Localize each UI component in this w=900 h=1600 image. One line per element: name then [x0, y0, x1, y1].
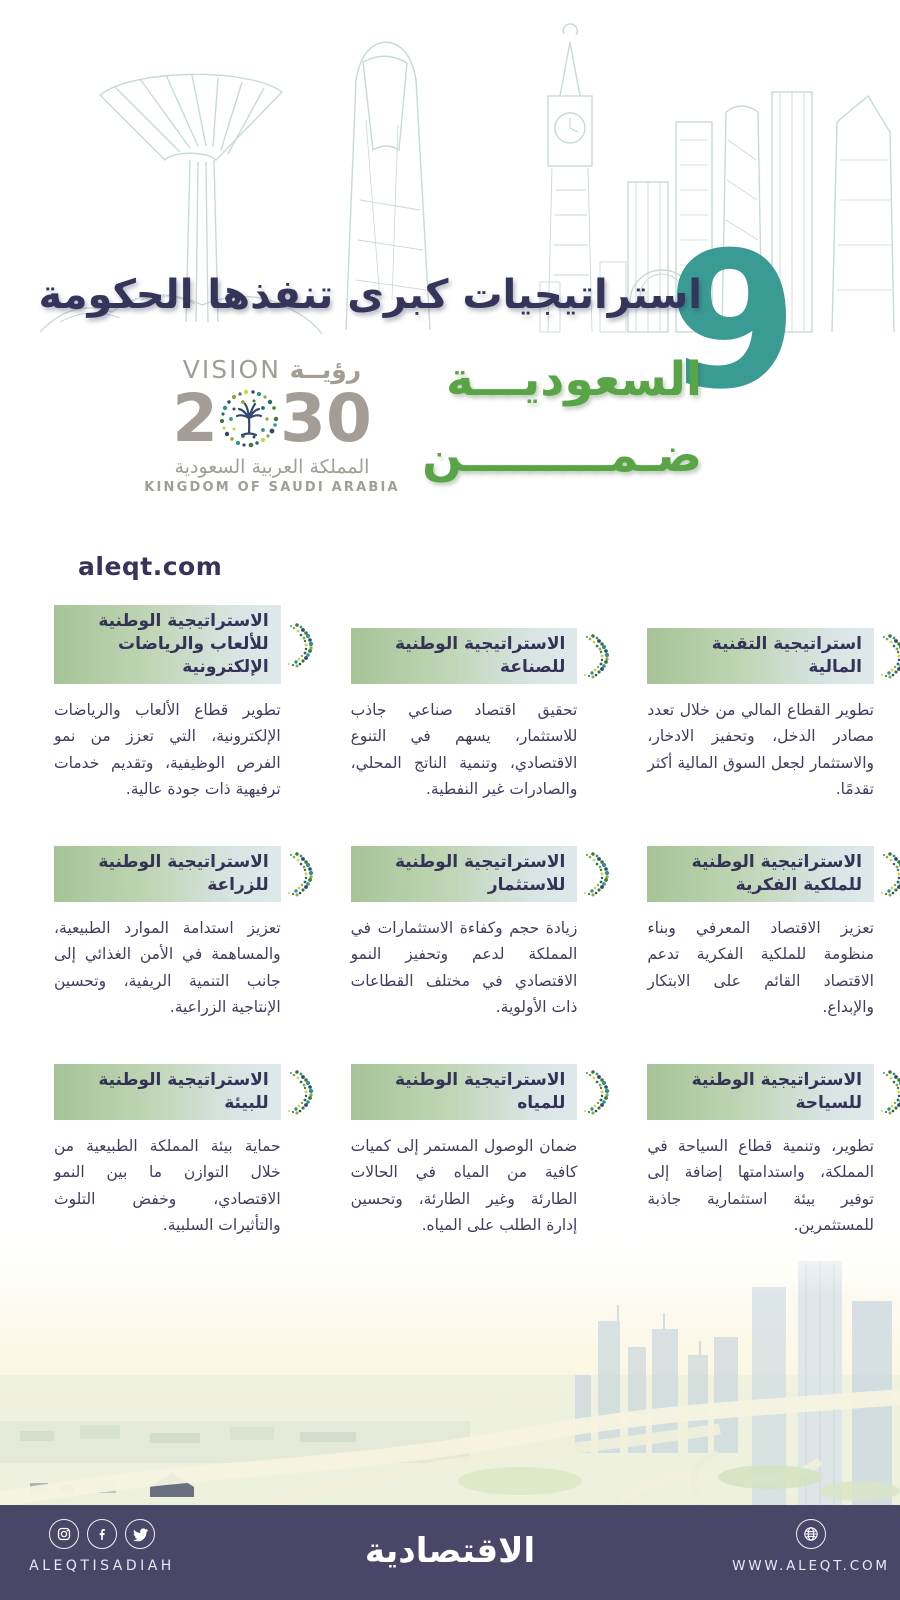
palm-emblem-icon: [218, 388, 280, 450]
mosaic-burst-icon: [284, 1069, 314, 1115]
strategy-body: تعزيز استدامة الموارد الطبيعية، والمساهمة في الأمن الغذائي إلى جانب التنمية الريفية، وتحسين الإنتاجية الزراعية.: [54, 919, 281, 1017]
strategy-body: تحقيق اقتصاد صناعي جاذب للاستثمار، يسهم في التنوع الاقتصادي، وتنمية الناتج المحلي، والصادرات غير النفطية.: [350, 701, 578, 799]
vision-word-arabic: رؤيــة: [289, 355, 362, 384]
strategy-card-tourism: [619, 1048, 874, 1266]
strategy-card-investment: [323, 830, 578, 1048]
card-header-bar: [647, 846, 874, 902]
strategy-card-gaming: [26, 612, 281, 830]
footer-website-block: [732, 1519, 890, 1574]
card-header-bar: [54, 605, 281, 684]
social-handle[interactable]: ALEQTISADIAH: [29, 1558, 175, 1574]
mosaic-burst-icon: [284, 622, 314, 668]
strategy-title: الاستراتيجية الوطنية للألعاب والرياضات الإلكترونية: [98, 611, 269, 678]
big-number: 9: [667, 212, 798, 431]
card-header-bar: [351, 628, 578, 684]
strategy-card-ip: [619, 830, 874, 1048]
card-header-bar: [647, 1064, 874, 1120]
year-digits-30: 30: [280, 379, 372, 457]
strategy-title: الاستراتيجية الوطنية للبيئة: [98, 1070, 269, 1114]
strategies-grid: [26, 612, 874, 1266]
twitter-icon[interactable]: [125, 1519, 155, 1549]
card-header-bar: [351, 846, 578, 902]
newspaper-logo: الاقتصادية: [364, 1531, 536, 1571]
strategy-body: تطوير، وتنمية قطاع السياحة في المملكة، واستدامتها إضافة إلى توفير بيئة استثمارية جاذبة للمستثمرين.: [647, 1137, 874, 1235]
page-title: استراتيجيات كبرى تنفذها الحكومة: [38, 272, 702, 318]
kingdom-english: KINGDOM OF SAUDI ARABIA: [144, 479, 400, 495]
vision-word-english: VISION: [182, 355, 281, 384]
strategy-card-industry: [323, 612, 578, 830]
mosaic-burst-icon: [580, 633, 610, 679]
mosaic-burst-icon: [877, 633, 900, 679]
strategy-title: الاستراتيجية الوطنية للمياه: [394, 1070, 566, 1114]
vision-2030-logo: [138, 356, 406, 495]
footer-bar: [0, 1505, 900, 1600]
strategy-card-agriculture: [26, 830, 281, 1048]
subtitle-word-dhimn: ضـمـــــــــن: [422, 428, 702, 483]
strategy-body: تطوير القطاع المالي من خلال تعدد مصادر الدخل، وتحفيز الادخار، والاستثمار لجعل السوق المالية أكثر تقدمًا.: [647, 701, 874, 799]
website-url[interactable]: WWW.ALEQT.COM: [732, 1558, 890, 1574]
strategy-body: زيادة حجم وكفاءة الاستثمارات في المملكة لدعم وتحفيز النمو الاقتصادي في مختلف القطاعات ذات الأولوية.: [350, 919, 578, 1017]
strategy-title: الاستراتيجية الوطنية للزراعة: [98, 852, 269, 896]
footer-social-block: [29, 1519, 175, 1574]
card-header-bar: [54, 846, 281, 902]
year-digit-2: 2: [172, 379, 219, 457]
mosaic-burst-icon: [580, 851, 610, 897]
mosaic-burst-icon: [877, 851, 900, 897]
strategy-body: تعزيز الاقتصاد المعرفي وبناء منظومة للملكية الفكرية تدعم الاقتصاد القائم على الابتكار والإبداع.: [647, 919, 874, 1017]
strategy-card-water: [323, 1048, 578, 1266]
instagram-icon[interactable]: [49, 1519, 79, 1549]
card-header-bar: [54, 1064, 281, 1120]
card-header-bar: [647, 628, 874, 684]
strategy-title: الاستراتيجية الوطنية للاستثمار: [394, 852, 566, 896]
kingdom-arabic: المملكة العربية السعودية: [174, 455, 370, 478]
site-url-label[interactable]: aleqt.com: [78, 552, 223, 581]
globe-icon[interactable]: [796, 1519, 826, 1549]
strategy-body: تطوير قطاع الألعاب والرياضات الإلكترونية، التي تعزز من نمو الفرص الوظيفية، وتقديم خدمات ترفيهية ذات جودة عالية.: [54, 701, 281, 799]
hero-section: [0, 0, 900, 540]
social-icons-row: [49, 1519, 155, 1549]
mosaic-burst-icon: [877, 1069, 900, 1115]
mosaic-burst-icon: [580, 1069, 610, 1115]
strategy-body: ضمان الوصول المستمر إلى كميات كافية من المياه في الحالات الطارئة وغير الطارئة، وتحسين إدارة الطلب على المياه.: [350, 1137, 578, 1235]
strategy-card-environment: [26, 1048, 281, 1266]
mosaic-burst-icon: [284, 851, 314, 897]
subtitle-word-saudia: السعوديـــة: [445, 352, 702, 407]
strategy-title: الاستراتيجية الوطنية للسياحة: [691, 1070, 862, 1114]
strategy-card-fintech: [619, 612, 874, 830]
strategy-body: حماية بيئة المملكة الطبيعية من خلال التوازن ما بين النمو الاقتصادي، وخفض التلوث والتأثيرات السلبية.: [54, 1137, 281, 1235]
city-photo: [0, 1225, 900, 1505]
strategy-title: استراتيجية التقنية المالية: [711, 634, 862, 678]
facebook-icon[interactable]: [87, 1519, 117, 1549]
card-header-bar: [351, 1064, 578, 1120]
strategy-title: الاستراتيجية الوطنية للصناعة: [394, 634, 566, 678]
vision-2030-year: [138, 379, 406, 457]
strategy-title: الاستراتيجية الوطنية للملكية الفكرية: [691, 852, 862, 896]
